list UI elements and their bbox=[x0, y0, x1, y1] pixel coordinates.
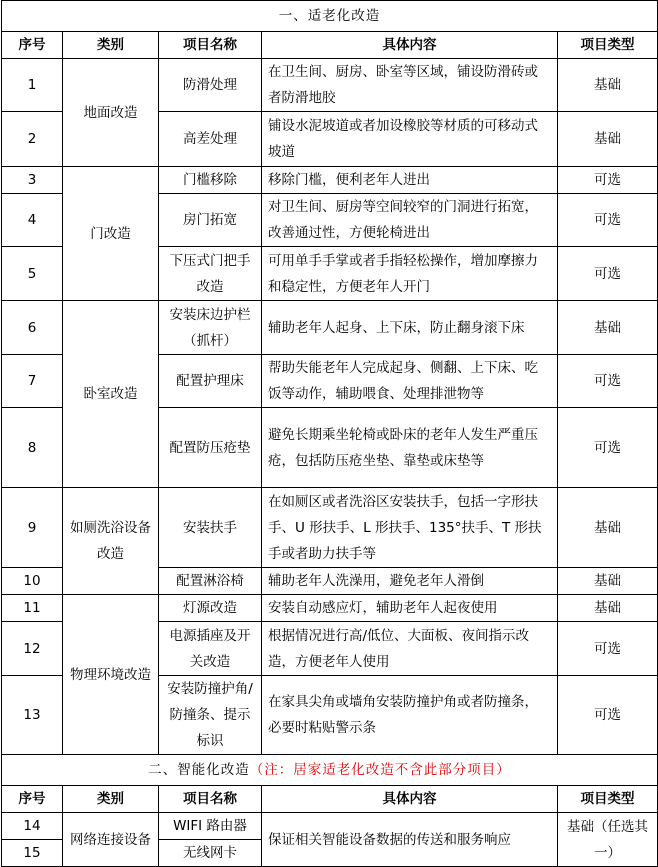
row-no: 9 bbox=[2, 488, 63, 568]
row-no: 3 bbox=[2, 167, 63, 194]
row-name: 防滑处理 bbox=[159, 59, 262, 112]
row-no: 5 bbox=[2, 247, 63, 301]
header-content: 具体内容 bbox=[262, 32, 558, 59]
row-no: 12 bbox=[2, 622, 63, 676]
table-row bbox=[2, 813, 658, 840]
row-type: 可选 bbox=[558, 194, 658, 247]
row-type: 基础 bbox=[558, 112, 658, 167]
category-cell: 门改造 bbox=[63, 167, 159, 301]
section1-title-row bbox=[2, 1, 658, 32]
header-name: 项目名称 bbox=[159, 32, 262, 59]
header-row bbox=[2, 32, 658, 59]
row-no: 13 bbox=[2, 676, 63, 755]
row-no: 1 bbox=[2, 59, 63, 112]
row-no: 14 bbox=[2, 813, 63, 840]
row-no: 10 bbox=[2, 568, 63, 595]
row-type: 可选 bbox=[558, 676, 658, 755]
row-type: 可选 bbox=[558, 622, 658, 676]
row-name: 配置淋浴椅 bbox=[159, 568, 262, 595]
row-type: 可选 bbox=[558, 167, 658, 194]
row-type: 基础 bbox=[558, 488, 658, 568]
row-type: 基础 bbox=[558, 568, 658, 595]
row-content: 对卫生间、厨房等空间较窄的门洞进行拓宽，改善通过性，方便轮椅进出 bbox=[262, 194, 558, 247]
category-cell: 卧室改造 bbox=[63, 301, 159, 488]
row-content: 辅助老年人起身、上下床，防止翻身滚下床 bbox=[262, 301, 558, 355]
row-content: 安装自动感应灯，辅助老年人起夜使用 bbox=[262, 595, 558, 622]
row-no: 8 bbox=[2, 408, 63, 488]
row-name: WIFI 路由器 bbox=[159, 813, 262, 840]
section2-title-row bbox=[2, 755, 658, 786]
row-content: 铺设水泥坡道或者加设橡胶等材质的可移动式坡道 bbox=[262, 112, 558, 167]
row-content: 帮助失能老年人完成起身、侧翻、上下床、吃饭等动作，辅助喂食、处理排泄物等 bbox=[262, 355, 558, 408]
section1-title: 一、适老化改造 bbox=[2, 1, 658, 32]
table-row bbox=[2, 595, 658, 622]
section2-note: （注：居家适老化改造不含此部分项目） bbox=[249, 762, 511, 778]
row-name: 电源插座及开关改造 bbox=[159, 622, 262, 676]
row-name: 门槛移除 bbox=[159, 167, 262, 194]
row-content: 根据情况进行高/低位、大面板、夜间指示改造，方便老年人使用 bbox=[262, 622, 558, 676]
row-name: 安装防撞护角/防撞条、提示标识 bbox=[159, 676, 262, 755]
row-content: 在如厕区或者洗浴区安装扶手，包括一字形扶手、U 形扶手、L 形扶手、135°扶手、T 形扶手或者助力扶手等 bbox=[262, 488, 558, 568]
row-no: 7 bbox=[2, 355, 63, 408]
renovation-table bbox=[1, 0, 658, 867]
row-no: 4 bbox=[2, 194, 63, 247]
row-content: 移除门槛，便利老年人进出 bbox=[262, 167, 558, 194]
category-cell: 物理环境改造 bbox=[63, 595, 159, 755]
row-name: 高差处理 bbox=[159, 112, 262, 167]
table-row bbox=[2, 59, 658, 112]
table-row bbox=[2, 167, 658, 194]
row-content: 在卫生间、厨房、卧室等区域，铺设防滑砖或者防滑地胶 bbox=[262, 59, 558, 112]
row-no: 15 bbox=[2, 840, 63, 867]
table-row bbox=[2, 488, 658, 568]
header-row-2 bbox=[2, 786, 658, 813]
row-name: 下压式门把手改造 bbox=[159, 247, 262, 301]
row-name: 灯源改造 bbox=[159, 595, 262, 622]
header-category: 类别 bbox=[63, 786, 159, 813]
category-cell: 网络连接设备 bbox=[63, 813, 159, 867]
row-no: 11 bbox=[2, 595, 63, 622]
row-name: 安装床边护栏（抓杆） bbox=[159, 301, 262, 355]
row-content: 在家具尖角或墙角安装防撞护角或者防撞条，必要时粘贴警示条 bbox=[262, 676, 558, 755]
row-type: 基础（任选其一） bbox=[558, 813, 658, 867]
header-no: 序号 bbox=[2, 786, 63, 813]
row-content: 避免长期乘坐轮椅或卧床的老年人发生严重压疮，包括防压疮坐垫、靠垫或床垫等 bbox=[262, 408, 558, 488]
row-name: 无线网卡 bbox=[159, 840, 262, 867]
header-no: 序号 bbox=[2, 32, 63, 59]
header-content: 具体内容 bbox=[262, 786, 558, 813]
row-no: 2 bbox=[2, 112, 63, 167]
row-type: 基础 bbox=[558, 595, 658, 622]
row-no: 6 bbox=[2, 301, 63, 355]
row-name: 房门拓宽 bbox=[159, 194, 262, 247]
header-name: 项目名称 bbox=[159, 786, 262, 813]
section2-title: 二、智能化改造 bbox=[148, 762, 250, 778]
header-type: 项目类型 bbox=[558, 786, 658, 813]
row-name: 配置防压疮垫 bbox=[159, 408, 262, 488]
section2-title-cell bbox=[2, 755, 658, 786]
category-cell: 如厕洗浴设备改造 bbox=[63, 488, 159, 595]
table-row bbox=[2, 301, 658, 355]
row-type: 可选 bbox=[558, 247, 658, 301]
row-name: 安装扶手 bbox=[159, 488, 262, 568]
row-content: 可用单手手掌或者手指轻松操作，增加摩擦力和稳定性，方便老年人开门 bbox=[262, 247, 558, 301]
row-type: 基础 bbox=[558, 59, 658, 112]
row-type: 可选 bbox=[558, 355, 658, 408]
header-type: 项目类型 bbox=[558, 32, 658, 59]
row-type: 基础 bbox=[558, 301, 658, 355]
header-category: 类别 bbox=[63, 32, 159, 59]
row-content: 保证相关智能设备数据的传送和服务响应 bbox=[262, 813, 558, 867]
category-cell: 地面改造 bbox=[63, 59, 159, 167]
row-type: 可选 bbox=[558, 408, 658, 488]
row-content: 辅助老年人洗澡用，避免老年人滑倒 bbox=[262, 568, 558, 595]
row-name: 配置护理床 bbox=[159, 355, 262, 408]
